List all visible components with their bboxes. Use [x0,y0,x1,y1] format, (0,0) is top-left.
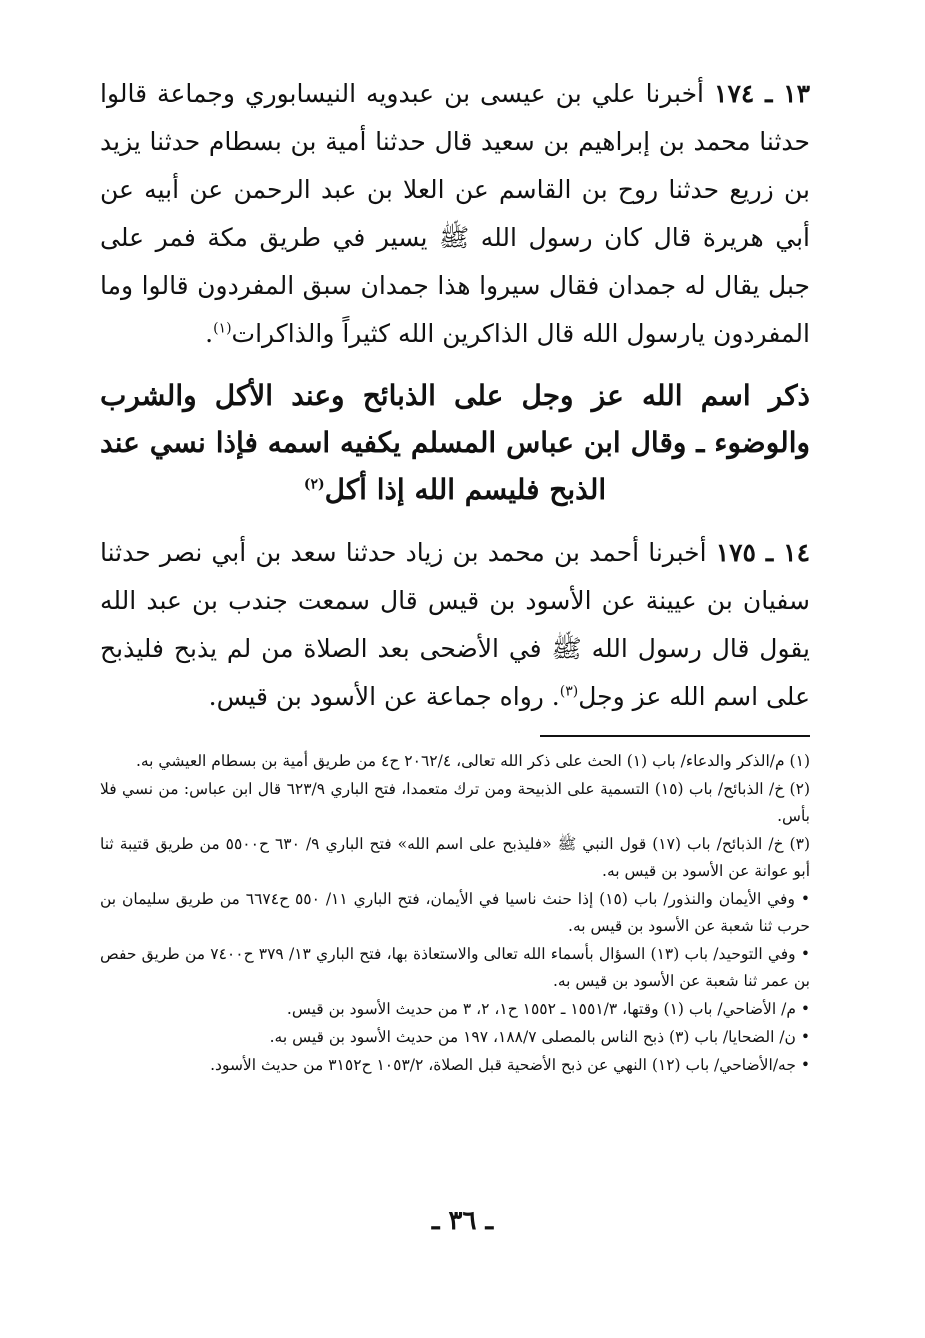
footnote-3-bullet-5: • جه/الأضاحي/ باب (١٢) النهي عن ذبح الأضحية قبل الصلاة، ١٠٥٣/٢ ح٣١٥٢ من حديث الأسود. [210,1056,810,1074]
hadith-number: ١٤ ـ ١٧٥ [715,538,811,567]
hadith-175 [100,529,810,721]
footnote-ref[interactable]: (٢) [303,476,325,493]
footnote-2: (٢) خ/ الذبائح/ باب (١٥) التسمية على الذبيحة ومن ترك متعمدا، فتح الباري ٦٢٣/٩ قال ابن عباس: من نسي فلا بأس. [100,780,810,825]
hadith-174 [100,70,810,358]
footnote-divider [540,735,810,737]
chapter-heading [100,372,810,513]
hadith-text-end: . رواه جماعة عن الأسود بن قيس. [208,682,560,711]
hadith-number: ١٣ ـ ١٧٤ [714,79,811,108]
main-text [100,70,810,721]
footnote-1: (١) م/الذكر والدعاء/ باب (١) الحث على ذكر الله تعالى، ٢٠٦٢/٤ ح٤ من طريق أمية بن بسطام العيشي به. [135,752,810,770]
footnote-3-bullet-4: • ن/ الضحايا/ باب (٣) ذبح الناس بالمصلى ١٨٨/٧، ١٩٧ من حديث الأسود بن قيس به. [269,1028,810,1046]
hadith-text: أخبرنا أحمد بن محمد بن زياد حدثنا سعد بن أبي نصر حدثنا سفيان بن عيينة عن الأسود بن قيس قال سمعت جندب بن عبد الله يقول قال رسول الله ﷺ في الأضحى بعد الصلاة من لم يذبح فليذبح على اسم الله عز وجل [100,538,810,711]
footnote-3-bullet-1: • وفي الأيمان والنذور/ باب (١٥) إذا حنث ناسيا في الأيمان، فتح الباري ١١/ ٥٥٠ ح٦٦٧٤ من طريق سليمان بن حرب ثنا شعبة عن الأسود بن قيس به. [100,890,810,935]
page-number: ـ ٣٦ ـ [431,1206,494,1236]
footnote-ref[interactable]: (١) [213,320,232,337]
hadith-text-end: . [205,319,214,348]
hadith-text: أخبرنا علي بن عيسى بن عبدويه النيسابوري وجماعة قالوا حدثنا محمد بن إبراهيم بن سعيد قال حدثنا أمية بن بسطام حدثنا يزيد بن زريع حدثنا روح بن القاسم عن العلا بن عبد الرحمن عن أبيه عن أبي هريرة قال كان رسول الله ﷺ يسير في طريق مكة فمر على جبل يقال له جمدان فقال سيروا هذا جمدان سبق المفردون قالوا وما المفردون يارسول الله قال الذاكرين الله كثيراً والذاكرات [100,79,810,348]
footnote-ref[interactable]: (٣) [559,683,579,700]
footnote-3-bullet-3: • م/ الأضاحي/ باب (١) وقتها، ١٥٥١/٣ ـ ١٥٥٢ ح١، ٢، ٣ من حديث الأسود بن قيس. [286,1000,810,1018]
footnotes [100,748,810,1080]
footnote-3: (٣) خ/ الذبائح/ باب (١٧) قول النبي ﷺ «فليذبح على اسم الله» فتح الباري ٩/ ٦٣٠ ح٥٥٠٠ من طريق قتيبة ثنا أبو عوانة عن الأسود بن قيس به. [100,835,810,880]
chapter-heading-text: ذكر اسم الله عز وجل على الذبائح وعند الأكل والشرب والوضوء ـ وقال ابن عباس المسلم يكفيه اسمه فإذا نسي عند الذبح فليسم الله إذا أكل [100,379,810,506]
footnote-3-bullet-2: • وفي التوحيد/ باب (١٣) السؤال بأسماء الله تعالى والاستعاذة بها، فتح الباري ١٣/ ٣٧٩ ح٧٤٠٠ من طريق حفص بن عمر ثنا شعبة عن الأسود بن قيس به. [100,945,810,990]
